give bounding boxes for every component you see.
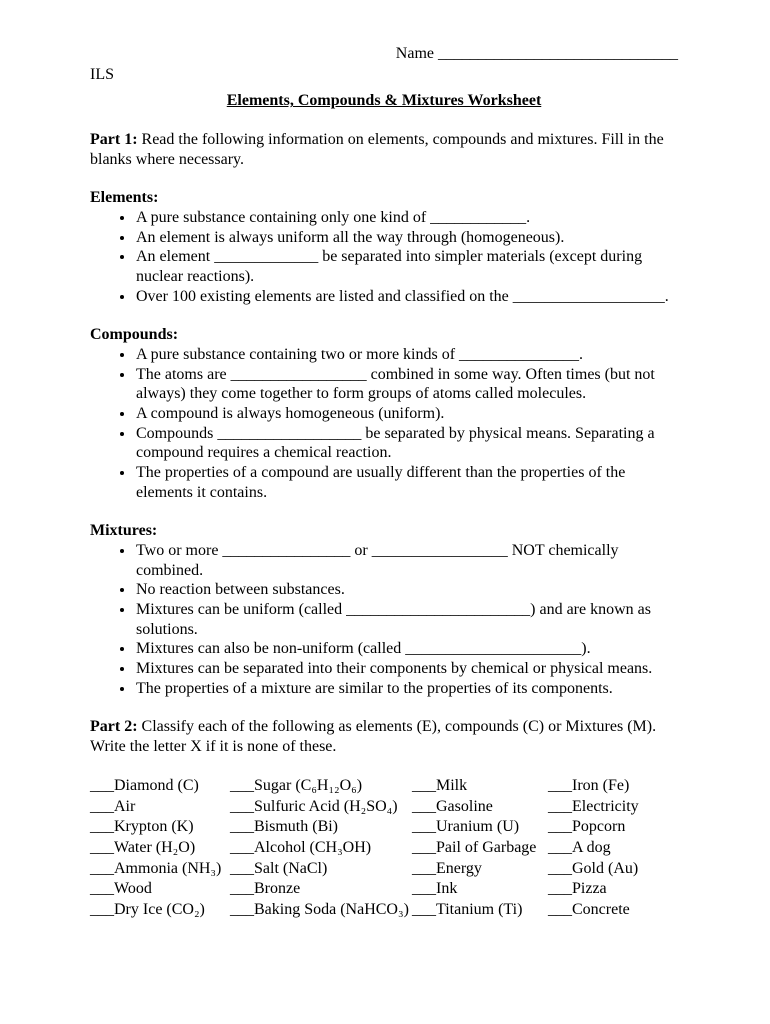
bullet-item: • The properties of a compound are usually different than the properties of the elements it contains. (135, 463, 678, 502)
bullet-item: • An element _____________ be separated into simpler materials (except during nuclear reactions). (135, 247, 678, 286)
classify-item: ___Pail of Garbage (412, 838, 537, 856)
classify-item: ___Titanium (Ti) (412, 900, 523, 918)
classification-grid (90, 776, 678, 921)
bullet-item: • Over 100 existing elements are listed and classified on the ___________________. (135, 287, 678, 307)
ils-label: ILS (90, 65, 114, 83)
classify-item: ___Alcohol (CH₃OH) (230, 838, 372, 856)
classify-item: ___Energy (412, 859, 482, 877)
section-heading-elements: Elements: (90, 189, 159, 207)
classify-item: ___Salt (NaCl) (230, 859, 328, 877)
bullet-item: • Two or more ________________ or _________________ NOT chemically combined. (135, 541, 678, 580)
classify-item: ___Bronze (230, 880, 301, 898)
classify-item: ___Wood (90, 880, 152, 898)
classify-item: ___Diamond (C) (90, 776, 199, 794)
bullet-item: • A pure substance containing two or more kinds of _______________. (135, 345, 678, 365)
classify-item: ___Ink (412, 880, 458, 898)
part2-column-3 (412, 776, 548, 921)
classify-item: ___Water (H₂O) (90, 838, 196, 856)
section-heading-compounds: Compounds: (90, 326, 179, 344)
part2-intro (90, 717, 678, 756)
part2-column-4 (548, 776, 678, 921)
classify-item: ___Concrete (548, 900, 630, 918)
bullet-item: • The atoms are _________________ combined in some way. Often times (but not always) they come together to form groups of atoms called molecules. (135, 365, 678, 404)
classify-item: ___Gasoline (412, 797, 493, 815)
bullet-item: • Compounds __________________ be separated by physical means. Separating a compound requires a chemical reaction. (135, 424, 678, 463)
elements-bullet-list (90, 208, 678, 306)
part2-intro-text: Classify each of the following as elements (E), compounds (C) or Mixtures (M). Write the letter X if it is none of these. (90, 718, 657, 756)
classify-item: ___Uranium (U) (412, 818, 520, 836)
classify-item: ___Electricity (548, 797, 639, 815)
part1-intro-text: Read the following information on elements, compounds and mixtures. Fill in the blanks where necessary. (90, 131, 664, 168)
classify-item: ___Milk (412, 776, 468, 794)
part1-label: Part 1: (90, 131, 138, 149)
bullet-item: • Mixtures can be separated into their components by chemical or physical means. (135, 659, 678, 679)
classify-item: ___A dog (548, 838, 611, 856)
bullet-item: • Mixtures can be uniform (called _______________________) and are known as solutions. (135, 600, 678, 639)
part2-column-2 (230, 776, 412, 921)
page-title: Elements, Compounds & Mixtures Worksheet (226, 92, 542, 110)
part2-column-1 (90, 776, 230, 921)
bullet-item: • Mixtures can also be non-uniform (called ______________________). (135, 639, 678, 659)
classify-item: ___Baking Soda (NaHCO₃) (230, 900, 409, 918)
classify-item: ___Bismuth (Bi) (230, 818, 339, 836)
classify-item: ___Sulfuric Acid (H₂SO₄) (230, 797, 398, 815)
section-mixtures (90, 521, 678, 698)
classify-item: ___Sugar (C₆H₁₂O₆) (230, 776, 363, 794)
classify-item: ___Dry Ice (CO₂) (90, 900, 205, 918)
name-blank: Name ______________________________ (395, 45, 678, 62)
classify-item: ___Iron (Fe) (548, 776, 630, 794)
compounds-bullet-list (90, 345, 678, 502)
bullet-item: • A pure substance containing only one kind of ____________. (135, 208, 678, 228)
classify-item: ___Krypton (K) (90, 818, 194, 836)
part1-intro (90, 130, 678, 169)
section-compounds (90, 325, 678, 502)
bullet-item: • A compound is always homogeneous (uniform). (135, 404, 678, 424)
classify-item: ___Ammonia (NH₃) (90, 859, 222, 877)
classify-item: ___Pizza (548, 880, 607, 898)
bullet-item: • The properties of a mixture are similar to the properties of its components. (135, 679, 678, 699)
classify-item: ___Air (90, 797, 136, 815)
part2-label: Part 2: (90, 718, 138, 736)
section-heading-mixtures: Mixtures: (90, 522, 158, 540)
section-elements (90, 188, 678, 306)
classify-item: ___Popcorn (548, 818, 626, 836)
bullet-item: • An element is always uniform all the way through (homogeneous). (135, 228, 678, 248)
mixtures-bullet-list (90, 541, 678, 698)
bullet-item: • No reaction between substances. (135, 580, 678, 600)
classify-item: ___Gold (Au) (548, 859, 639, 877)
